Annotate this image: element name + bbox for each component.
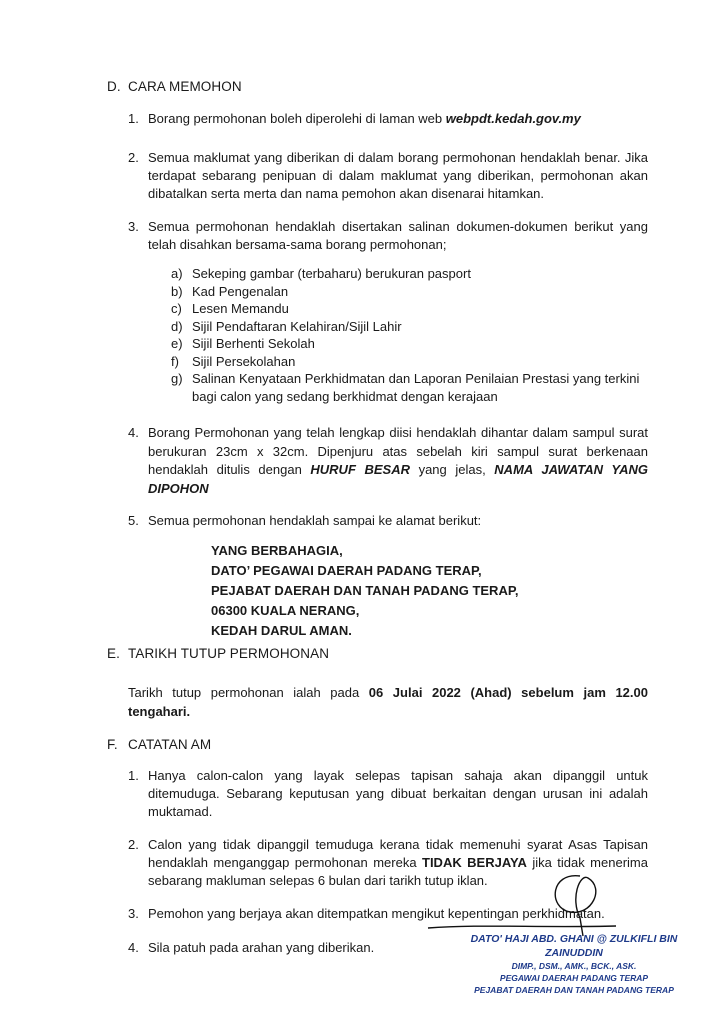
item-text: Hanya calon-calon yang layak selepas tapisan sahaja akan dipanggil untuk ditemuduga. Sebarang keputusan yang dibuat berkaitan dengan urusan ini adalah muktamad.: [148, 768, 648, 819]
address-line: YANG BERBAHAGIA,: [211, 543, 343, 558]
item-text: Semua maklumat yang diberikan di dalam borang permohonan hendaklah benar. Jika terdapat sebarang penipuan di dalam maklumat yang diberikan, permohonan akan dibatalkan serta merta dan nama pemohon akan disenarai hitamkan.: [148, 150, 648, 201]
emphasis-text: NAMA JAWATAN YANG DIPOHON: [148, 462, 648, 496]
stamp-name: DATO' HAJI ABD. GHANI @ ZULKIFLI BIN ZAINUDDIN: [470, 933, 678, 959]
sub-text: Sijil Persekolahan: [192, 354, 296, 369]
stamp-position: PEGAWAI DAERAH PADANG TERAP: [499, 973, 649, 983]
sub-text: Sijil Berhenti Sekolah: [192, 336, 315, 351]
item-text: Semua permohonan hendaklah disertakan salinan dokumen-dokumen berikut yang telah disahkan bersama-sama borang permohonan;: [148, 219, 648, 252]
sub-letter: e): [171, 336, 183, 351]
item-text: Sila patuh pada arahan yang diberikan.: [148, 940, 375, 955]
item-number: 4.: [128, 940, 139, 955]
sub-text: Sekeping gambar (terbaharu) berukuran pasport: [192, 266, 471, 281]
sub-text: Kad Pengenalan: [192, 284, 289, 299]
section-letter: F.: [107, 737, 118, 752]
section-d-heading: [107, 79, 242, 94]
item-number: 3.: [128, 219, 139, 234]
item-number: 2.: [128, 150, 139, 165]
item-number: 5.: [128, 513, 139, 528]
item-text: yang jelas,: [409, 462, 495, 477]
list-item: [128, 512, 648, 530]
section-letter: D.: [107, 79, 121, 94]
item-number: 4.: [128, 425, 139, 440]
website-link[interactable]: webpdt.kedah.gov.my: [445, 111, 581, 126]
document-list-item: [171, 335, 651, 353]
item-text: jika tidak menerima sebarang makluman selepas 6 bulan dari tarikh tutup iklan.: [148, 855, 648, 888]
item-number: 1.: [128, 768, 139, 783]
section-e-heading: [107, 646, 329, 661]
address-block: [211, 541, 518, 641]
item-text: Calon yang tidak dipanggil temuduga kerana tidak memenuhi syarat Asas Tapisan hendaklah menganggap permohonan mereka: [148, 837, 648, 870]
item-number: 3.: [128, 906, 139, 921]
item-text: Pemohon yang berjaya akan ditempatkan mengikut kepentingan perkhidmatan.: [148, 906, 605, 921]
section-title: CATATAN AM: [128, 737, 212, 752]
address-line: 06300 KUALA NERANG,: [211, 603, 360, 618]
paragraph-text: Tarikh tutup permohonan ialah pada: [128, 685, 369, 700]
closing-date-paragraph: [128, 683, 648, 721]
stamp-titles: DIMP., DSM., AMK., BCK., ASK.: [511, 961, 637, 971]
list-item: [128, 218, 648, 254]
signature-scribble: [420, 868, 620, 938]
document-list-item: [171, 318, 651, 336]
item-text: Semua permohonan hendaklah sampai ke alamat berikut:: [148, 513, 482, 528]
list-item: [128, 110, 648, 128]
closing-date: 06 Julai 2022 (Ahad) sebelum jam 12.00 tengahari.: [128, 685, 648, 719]
sub-text: Salinan Kenyataan Perkhidmatan dan Laporan Penilaian Prestasi yang terkini bagi calon yang sedang berkhidmat dengan kerajaan: [192, 371, 640, 404]
sub-letter: b): [171, 284, 183, 299]
item-text: Borang Permohonan yang telah lengkap diisi hendaklah dihantar dalam sampul surat berukuran 23cm x 32cm. Dipenjuru atas sebelah kiri sampul surat berkenaan hendaklah ditulis dengan: [148, 425, 648, 477]
sub-text: Sijil Pendaftaran Kelahiran/Sijil Lahir: [192, 319, 402, 334]
document-list-item: [171, 300, 651, 318]
official-stamp: [468, 932, 680, 996]
document-list-item: [171, 265, 651, 283]
sub-letter: g): [171, 371, 183, 386]
section-f-heading: [107, 737, 211, 752]
item-text: Borang permohonan boleh diperolehi di laman web: [148, 111, 446, 126]
sub-letter: f): [171, 354, 179, 369]
sub-letter: a): [171, 266, 183, 281]
sub-letter: d): [171, 319, 183, 334]
emphasis-text: TIDAK BERJAYA: [422, 855, 527, 870]
emphasis-text: HURUF BESAR: [310, 462, 410, 477]
stamp-office: PEJABAT DAERAH DAN TANAH PADANG TERAP: [474, 985, 674, 995]
section-title: TARIKH TUTUP PERMOHONAN: [128, 646, 330, 661]
address-line: DATO’ PEGAWAI DAERAH PADANG TERAP,: [211, 563, 482, 578]
list-item: [128, 767, 648, 821]
document-list-item: [171, 353, 651, 371]
item-number: 1.: [128, 111, 139, 126]
address-line: KEDAH DARUL AMAN.: [211, 623, 352, 638]
document-list-item: [171, 283, 651, 301]
list-item: [128, 424, 648, 498]
sub-text: Lesen Memandu: [192, 301, 289, 316]
sub-letter: c): [171, 301, 182, 316]
document-list-item: [171, 370, 651, 405]
item-number: 2.: [128, 837, 139, 852]
address-line: PEJABAT DAERAH DAN TANAH PADANG TERAP,: [211, 583, 519, 598]
list-item: [128, 149, 648, 203]
section-title: CARA MEMOHON: [128, 79, 242, 94]
section-letter: E.: [107, 646, 120, 661]
